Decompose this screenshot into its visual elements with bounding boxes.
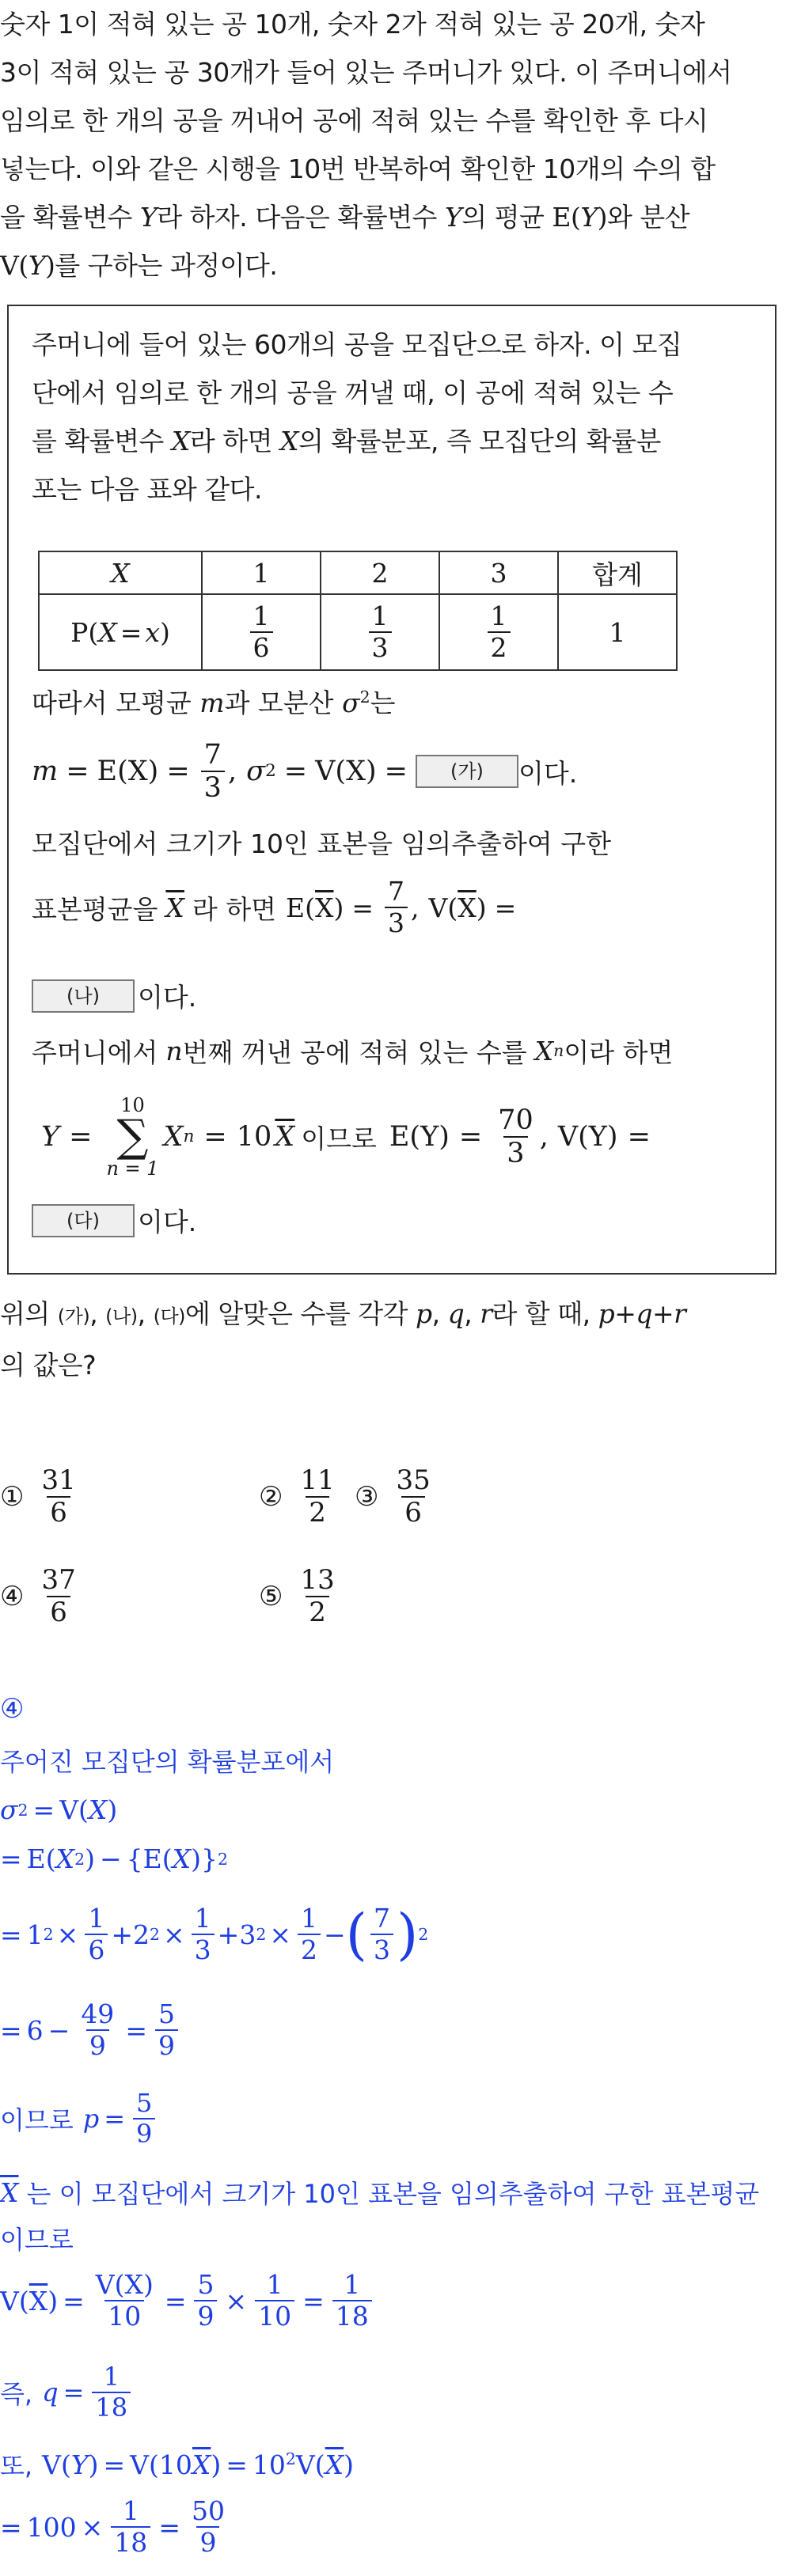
box-text: 이다. [138,982,197,1013]
choice-number: ③ [355,1481,379,1513]
process-box [7,305,777,1275]
box-line-6: 모집단에서 크기가 10인 표본을 임의추출하여 구한 [32,828,611,859]
choice-1[interactable] [0,1465,82,1529]
fraction-numerator: 1 [300,1903,317,1934]
box-text: 이다. [138,1207,197,1237]
fraction-numerator: 1 [344,2269,361,2301]
box-text: 라 하면 [192,893,277,925]
fraction-numerator: V(X) [95,2269,154,2301]
variance-v: V [315,756,336,787]
fraction-numerator: 5 [158,1998,175,2030]
fraction-numerator: 1 [88,1903,105,1934]
solution-text: 즉, [0,2379,33,2409]
var-x-bar: $\overline{X}$ [314,892,334,923]
question-text-part: 라 할 때, [492,1298,590,1329]
box-text: 이라 하면 [564,1036,674,1068]
exponent: 2 [359,688,370,707]
intro-text: 를 구하는 과정이다. [55,250,278,281]
var-y: Y [580,202,598,233]
question-line-1: 위의 (가), (나), (다)에 알맞은 수를 각각 p, q, r라 할 때, p+q+r [0,1298,686,1329]
question-text-part: 위의 [0,1298,50,1329]
fraction-denominator: 9 [194,2300,217,2332]
process-content [32,320,760,513]
var-y: Y [28,250,46,281]
fraction-denominator: 18 [332,2300,372,2332]
fraction-denominator: 6 [47,1496,70,1529]
choice-number: ② [259,1481,283,1513]
intro-line-2: 3이 적혀 있는 공 30개가 들어 있는 주머니가 있다. 이 주머니에서 [0,57,732,88]
mean-variance-equation: m = E ( X ) = $\frac{7}{3}$ , σ 2 = V ( X ) = (가) 이다. [32,738,578,804]
choice-4[interactable] [0,1565,82,1628]
var-sigma: σ [342,688,360,718]
table-header-cell: X [39,551,202,594]
fraction-numerator: 11 [300,1464,335,1496]
var-q: q [636,1298,653,1329]
fraction-numerator: 50 [191,2495,225,2527]
box-text: 는 [370,688,396,718]
expectation-e: E [552,202,571,233]
box-text: 따라서 모평균 [32,688,192,718]
var-x-bar: $\overline{X}$ [458,892,477,923]
fraction-denominator: 6 [85,1934,108,1965]
var-y: Y [588,1121,607,1153]
fraction-denominator: 2 [306,1596,329,1628]
fraction-numerator: 1 [266,2269,283,2301]
fraction-numerator: 7 [203,738,222,771]
var-y: Y [41,1121,60,1153]
box-text: 를 확률변수 [32,426,164,456]
variance-v: V [59,1794,79,1825]
solution-text: 또, [0,2451,33,2481]
base: 2 [132,1919,150,1950]
solution-line-7 [0,2174,759,2210]
equals: = [166,756,190,787]
solution-line-10: 즉, q = $\frac{1}{18}$ [0,2354,134,2430]
intro-line-3: 임의로 한 개의 공을 꺼내어 공에 적혀 있는 수를 확인한 후 다시 [0,105,708,136]
fraction-denominator: 2 [298,1934,321,1965]
var-x: X [88,1794,108,1825]
prob-p: P [70,616,89,648]
var-x: X [171,426,190,456]
fraction-denominator: 3 [369,631,392,663]
var-lower-x: x [145,616,160,648]
var-x: X [55,1843,75,1874]
fraction-denominator: 6 [401,1496,425,1529]
variance-v: V [295,2449,315,2480]
var-x-bar: $\overline{X}$ [275,1121,295,1153]
var-p: p [82,2104,100,2134]
choice-3[interactable] [355,1465,437,1529]
sample-mean-line: 표본평균을 $\overline{X}$ 라 하면 E ( $\overline{X}$ ) = $\frac{7}{3}$ , V ( $\overline{X}$ ) = [32,876,517,938]
base: 3 [239,1919,256,1950]
fraction-numerator: 1 [253,600,270,632]
fraction-denominator: 6 [47,1596,70,1628]
table-cell [321,594,439,670]
var-p: p [598,1298,615,1329]
var-x: X [280,426,299,456]
variance-v: V [130,2449,149,2480]
var-y: Y [139,202,158,233]
box-text: 주머니에서 [32,1036,158,1068]
var-y: Y [70,2449,89,2480]
fraction-numerator: 35 [396,1464,431,1496]
variance-v: V [0,250,19,281]
fraction-denominator: 9 [133,2118,155,2149]
table-header-cell: 3 [439,551,558,594]
var-sigma: σ [246,756,265,787]
fraction-denominator: 9 [86,2029,109,2061]
fraction-numerator: 1 [103,2362,120,2392]
answer-number: ④ [0,1693,25,1725]
table-total-cell: 1 [558,594,677,670]
variance-v: V [557,1121,579,1153]
label-na: (나) [105,1305,138,1328]
base: 1 [26,1919,44,1950]
comma: , [227,756,237,787]
expectation-e: E [142,1843,162,1874]
var-x: X [98,616,117,648]
fraction-denominator: 2 [488,631,511,663]
solution-line-11: 또, $V(Y) = V(10\overline{X}) = 10^2V(\overline{X})$ [0,2446,354,2483]
fraction-numerator: 31 [41,1464,76,1496]
question-text [0,1290,784,1389]
choice-number: ① [0,1481,25,1513]
label-ga: (가) [57,1305,90,1328]
fraction-numerator: 1 [490,600,507,632]
var-y: Y [420,1121,439,1153]
var-x-bar: $\overline{X}$ [165,892,184,923]
var-m: m [32,756,59,787]
solution-line-1: 주어진 모집단의 확률분포에서 [0,1747,335,1777]
intro-line-1: 숫자 1이 적혀 있는 공 10개, 숫자 2가 적혀 있는 공 20개, 숫자 [0,9,705,40]
equals: = [120,616,142,648]
box-text: 이므로 [301,1123,377,1154]
var-x: X [127,756,148,787]
box-text: 과 모분산 [224,688,334,718]
intro-line-6: V(Y)를 구하는 과정이다. [0,250,278,281]
number: 100 [26,2511,77,2543]
blank-da: (다) [32,1204,135,1237]
number: 6 [26,2014,44,2046]
solution-text: 는 이 모집단에서 크기가 10인 표본을 임의추출하여 구한 표본평균 [26,2179,760,2209]
blank-na-line [32,977,196,1014]
equals: = [384,756,408,787]
box-line-5 [32,683,396,720]
fraction-numerator: 1 [194,1903,211,1934]
choice-number: ⑤ [259,1581,283,1613]
box-line-4: 포는 다음 표와 같다. [32,474,262,505]
fraction-numerator: 5 [136,2088,153,2119]
box-text: 라 하면 [189,426,273,456]
problem-statement [0,0,784,290]
fraction-numerator: 13 [300,1564,335,1596]
intro-line-5: 을 확률변수 Y라 하자. 다음은 확률변수 Y의 평균 E(Y)와 분산 [0,202,690,233]
intro-text: 의 평균 [461,202,545,233]
fraction-denominator: 9 [155,2029,178,2061]
question-line-2: 의 값은? [0,1350,97,1381]
solution-line-12: = 100 × $\frac{1}{18}$ = $\frac{50}{9}$ [0,2489,231,2565]
variance-v: V [428,892,448,923]
expectation-e: E [286,892,306,923]
blank-ga: (가) [416,755,518,788]
var-p: p [416,1298,432,1329]
choice-2[interactable] [259,1465,341,1529]
table-row-label: P(X = x) [39,594,202,670]
fraction-numerator: 1 [371,600,389,632]
var-x: X [346,756,366,787]
coefficient: 10 [252,2449,286,2480]
var-sigma: σ [0,1794,18,1825]
box-text: 의 확률분포, 즉 모집단의 확률분 [298,426,661,456]
table-row [39,594,677,670]
expectation-e: E [26,1843,46,1874]
sum-lower-limit: n = 1 [106,1157,159,1180]
variance-v: V [42,2449,61,2480]
coefficient: 10 [236,1121,272,1153]
solution-line-8: 이므로 [0,2225,74,2255]
choice-number: ④ [0,1581,25,1613]
fraction-denominator: 10 [104,2300,144,2332]
equals: = [66,756,89,787]
intro-text: 라 하자. 다음은 확률변수 [157,202,437,233]
fraction-numerator: 5 [197,2269,215,2301]
table-cell [202,594,321,670]
fraction-numerator: 37 [41,1564,76,1596]
sum-upper-limit: 10 [120,1094,145,1116]
var-q: q [42,2377,59,2407]
solution-line-9: V ( $\overline{X}$ ) = $\frac{V(X)}{10}$ = $\frac{5}{9}$ × $\frac{1}{10}$ = $\frac{1}{18}$ [0,2263,375,2339]
fraction-denominator: 3 [192,1934,215,1965]
sum-equation: Y = 10 ∑ n = 1 X n = 10 $\overline{X}$ 이므로 E ( Y ) = $\frac{70}{3}$ , V ( Y ) = [41,1094,651,1180]
box-text: 번째 꺼낸 공에 적혀 있는 수를 [182,1036,527,1068]
var-x-bar: $\overline{X}$ [28,2285,48,2317]
summation [106,1094,158,1180]
equals: = [283,756,308,787]
var-x: X [172,1843,192,1874]
solution-line-5: = 6 − $\frac{49}{9}$ = $\frac{5}{9}$ [0,1992,181,2068]
expectation-e: E [389,1121,410,1153]
table-header-cell: 합계 [558,551,677,594]
fraction-numerator: 1 [122,2495,139,2527]
sigma-symbol: ∑ [116,1111,149,1162]
fraction-numerator: 7 [373,1903,390,1934]
fraction-denominator: 18 [111,2526,150,2558]
box-line-2: 단에서 임의로 한 개의 공을 꺼낼 때, 이 공에 적혀 있는 수 [32,377,674,408]
box-line-1: 주머니에 들어 있는 60개의 공을 모집단으로 하자. 이 모집 [32,329,682,360]
solution-line-4: = 1 2 × $\frac{1}{6}$ + 2 2 × $\frac{1}{3}$ + 3 2 × $\frac{1}{2}$ − ( $\frac{7}{3}$ ) 2 [0,1902,429,1967]
fraction-denominator: 10 [255,2300,294,2332]
table-header-cell: 2 [321,551,439,594]
fraction-denominator: 9 [196,2526,219,2558]
box-line-7: 주머니에서 n 번째 꺼낸 공에 적혀 있는 수를 X n 이라 하면 [32,1027,673,1074]
solution-line-3: = E ( X 2 ) − { E ( X )} 2 [0,1843,229,1874]
expectation-e: E [97,756,118,787]
fraction-numerator: 49 [81,1998,115,2030]
solution-line-6: 이므로 p = $\frac{5}{9}$ [0,2081,158,2157]
table-cell [439,594,558,670]
box-text: 이다. [518,757,578,789]
box-text: 표본평균을 [32,893,158,925]
label-da: (다) [153,1305,185,1328]
fraction-denominator: 18 [92,2392,131,2423]
var-r: r [480,1298,492,1329]
fraction-numerator: 7 [388,876,405,907]
coefficient: 10 [158,2449,192,2480]
solution-text: 이므로 [0,2105,74,2135]
fraction-denominator: 3 [370,1934,393,1965]
table-header-row [39,551,677,594]
blank-da-line [32,1202,196,1239]
intro-line-4: 넣는다. 이와 같은 시행을 10번 반복하여 확인한 10개의 수의 합 [0,153,716,184]
fraction-denominator: 2 [306,1496,329,1529]
table-header-cell: 1 [202,551,321,594]
variance-v: V [0,2285,19,2317]
var-n: n [165,1035,183,1066]
fraction-denominator: 6 [250,631,273,663]
var-x-bar: $\overline{X}$ [0,2176,19,2208]
var-r: r [674,1298,686,1329]
question-text-part: 에 알맞은 수를 각각 [185,1298,408,1329]
var-x-bar: $\overline{X}$ [192,2449,211,2480]
box-line-3 [32,417,760,465]
exponent: 2 [285,2449,296,2468]
blank-na: (나) [32,979,135,1013]
solution-line-2: σ 2 = V ( X ) [0,1794,118,1825]
var-q: q [447,1298,465,1329]
var-x: X [534,1035,554,1066]
fraction-denominator: 3 [503,1136,527,1169]
var-m: m [199,688,225,718]
fraction-numerator: 70 [498,1104,533,1136]
var-x: X [163,1121,184,1153]
var-y: Y [444,202,462,233]
choice-5[interactable] [259,1565,341,1628]
fraction-denominator: 3 [385,907,408,938]
var-x-bar: $\overline{X}$ [325,2449,344,2480]
intro-text: 을 확률변수 [0,202,132,233]
probability-table [38,551,678,671]
fraction-denominator: 3 [201,771,225,804]
intro-text: 와 분산 [607,202,690,233]
